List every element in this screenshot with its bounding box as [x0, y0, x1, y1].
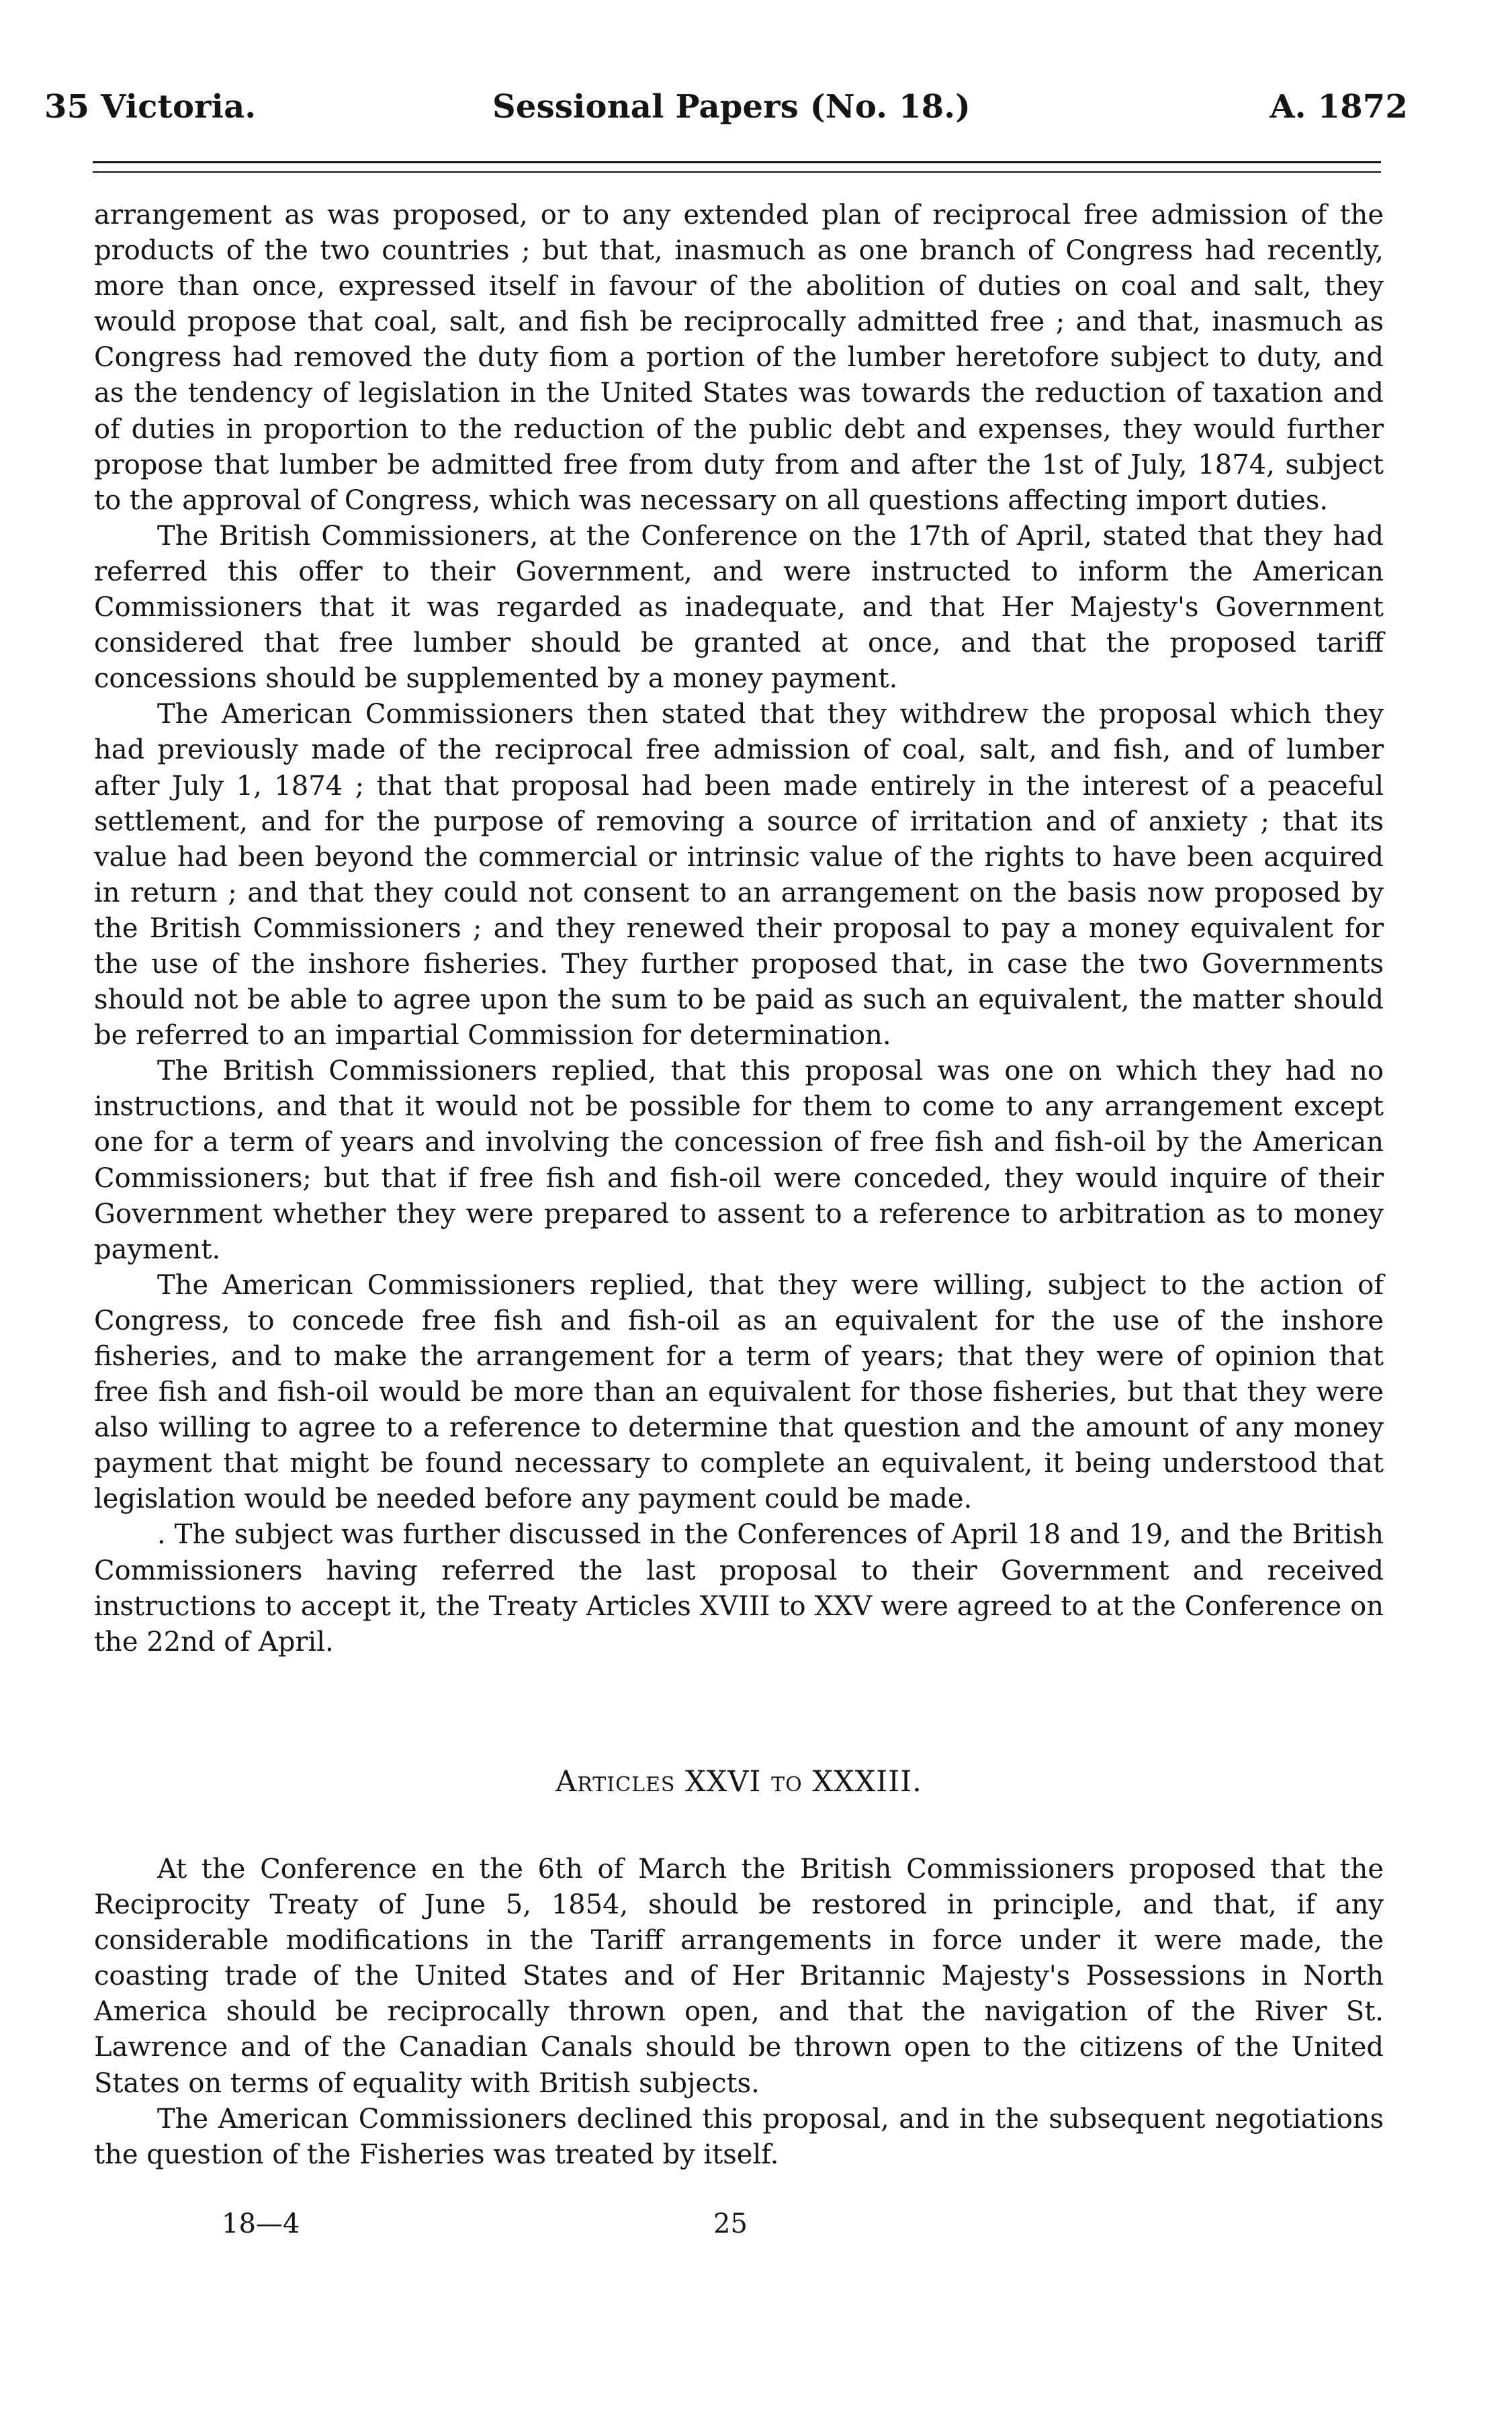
paragraph-continuation: arrangement as was proposed, or to any extended plan of reciprocal free admission of the products of the two countries ; but that, inasmuch as one branch of Congress had recently, more than once, expressed itself in favour of the abolition of duties on coal and salt, they would propose that coal, salt, and fish be reciprocally admitted free ; and that, inasmuch as Congress had removed the duty fiom a portion of the lumber heretofore subject to duty, and as the tendency of legislation in the United States was towards the reduction of taxation and of duties in proportion to the reduction of the public debt and expenses, they would further propose that lumber be admitted free from duty from and after the 1st of July, 1874, subject to the approval of Congress, which was necessary on all questions affecting import duties.: [94, 200, 1384, 516]
main-text: [94, 198, 1384, 1660]
section-text: [94, 1852, 1384, 2173]
header-session: 35 Victoria.: [44, 88, 257, 126]
header-rule-thin: [93, 171, 1381, 173]
paragraph: The American Commissioners declined this proposal, and in the subsequent negotiations the question of the Fisheries was treated by itself.: [94, 2103, 1384, 2170]
paragraph: The American Commissioners replied, that they were willing, subject to the action of Congress, to concede free fish and fish-oil as an equivalent for the use of the inshore fisheries, and to make the arrangement for a term of years; that they were of opinion that free fish and fish-oil would be more than an equivalent for those fisheries, but that they were also willing to agree to a reference to determine that question and the amount of any money payment that might be found necessary to complete an equivalent, it being understood that legislation would be needed before any payment could be made.: [94, 1269, 1384, 1515]
signature-mark: 18—4: [222, 2208, 300, 2239]
page-footer: [0, 2204, 1512, 2244]
paragraph: At the Conference en the 6th of March the British Commissioners proposed that the Reciprocity Treaty of June 5, 1854, should be restored in principle, and that, if any considerable modifications in the Tariff arrangements in force under it were made, the coasting trade of the United States and of Her Britannic Majesty's Possessions in North America should be reciprocally thrown open, and that the navigation of the River St. Lawrence and of the Canadian Canals should be thrown open to the citizens of the United States on terms of equality with British subjects.: [94, 1854, 1384, 2099]
paragraph: The American Commissioners then stated that they withdrew the proposal which they had previously made of the reciprocal free admission of coal, salt, and fish, and of lumber after July 1, 1874 ; that that proposal had been made entirely in the interest of a peaceful settlement, and for the purpose of removing a source of irritation and of anxiety ; that its value had been beyond the commercial or intrinsic value of the rights to have been acquired in return ; and that they could not consent to an arrangement on the basis now proposed by the British Commissioners ; and they renewed their proposal to pay a money equivalent for the use of the inshore fisheries. They further proposed that, in case the two Governments should not be able to agree upon the sum to be paid as such an equivalent, the matter should be referred to an impartial Commission for determination.: [94, 699, 1384, 1051]
header-title: Sessional Papers (No. 18.): [492, 88, 971, 126]
page-number: 25: [713, 2208, 748, 2239]
paragraph: . The subject was further discussed in the Conferences of April 18 and 19, and the British Commissioners having referred the last proposal to their Government and received instructions to accept it, the Treaty Articles XVIII to XXV were agreed to at the Conference on the 22nd of April.: [94, 1519, 1384, 1658]
header-year: A. 1872: [1270, 88, 1408, 126]
paragraph: The British Commissioners replied, that this proposal was one on which they had no instructions, and that it would not be possible for them to come to any arrangement except one for a term of years and involving the concession of free fish and fish-oil by the American Commissioners; but that if free fish and fish-oil were conceded, they would inquire of their Government whether they were prepared to assent to a reference to arbitration as to money payment.: [94, 1056, 1384, 1265]
paragraph: The British Commissioners, at the Conference on the 17th of April, stated that they had referred this offer to their Government, and were instructed to inform the American Commissioners that it was regarded as inadequate, and that Her Majesty's Government considered that free lumber should be granted at once, and that the proposed tariff concessions should be supplemented by a money payment.: [94, 520, 1384, 695]
section-heading: Articles XXVI to XXXIII.: [555, 1765, 922, 1799]
page-header: [44, 79, 1408, 134]
header-rule-thick: [93, 161, 1381, 163]
